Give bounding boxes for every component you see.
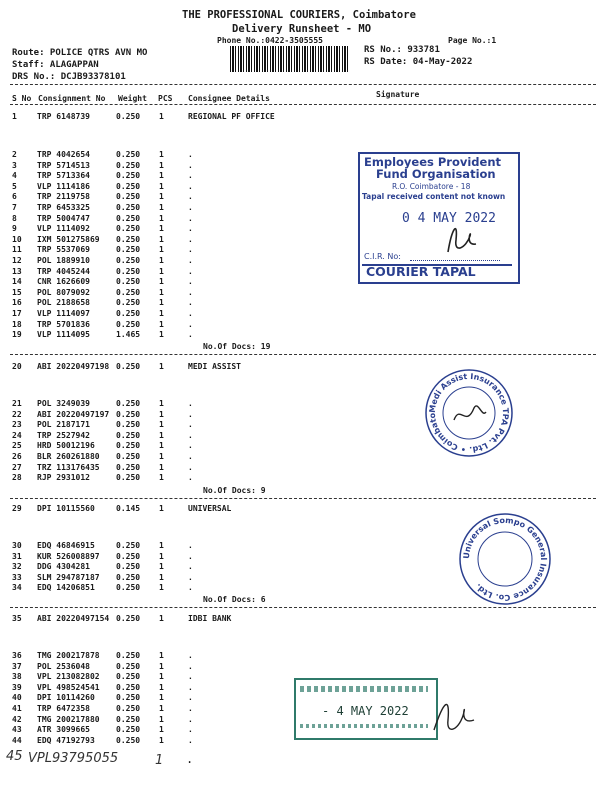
row-consignment: TRP 5714513 xyxy=(37,160,90,170)
row-pcs: 1 xyxy=(159,693,164,703)
row-consignee: . xyxy=(188,735,193,745)
row-sno: 4 xyxy=(12,171,17,181)
row-consignment: BLR 260261880 xyxy=(37,452,100,461)
row-sno: 28 xyxy=(12,473,22,483)
row-sno: 42 xyxy=(12,714,22,724)
row-consignee: . xyxy=(188,541,193,550)
epfo-date: 0 4 MAY 2022 xyxy=(402,211,496,226)
col-sno: S No xyxy=(12,94,32,103)
row-consignee: . xyxy=(188,462,193,472)
docs-count: No.Of Docs: 9 xyxy=(203,486,266,495)
row-consignee: . xyxy=(188,409,193,419)
drs-number: DRS No.: DCJB93378101 xyxy=(12,72,126,82)
row-weight: 0.250 xyxy=(116,551,141,561)
row-pcs: 1 xyxy=(159,224,164,234)
row-consignment: IXM 501275869 xyxy=(37,234,100,244)
row-sno: 15 xyxy=(12,287,22,297)
row-weight: 0.250 xyxy=(116,256,141,265)
row-sno: 31 xyxy=(12,551,22,561)
row-consignee: . xyxy=(188,266,193,276)
row-sno: 35 xyxy=(12,614,22,623)
row-consignee: REGIONAL PF OFFICE xyxy=(188,112,275,121)
row-weight: 0.250 xyxy=(116,171,141,181)
row-pcs: 1 xyxy=(159,266,164,276)
row-sno: 36 xyxy=(12,651,22,660)
row-consignment: TRP 5701836 xyxy=(37,319,90,329)
row-pcs: 1 xyxy=(159,462,164,472)
row-pcs: 1 xyxy=(159,551,164,561)
row-weight: 0.250 xyxy=(116,583,141,593)
row-weight: 0.250 xyxy=(116,234,141,244)
epfo-line4: Tapal received content not known xyxy=(362,192,506,201)
medi-ring-text: Medi Assist Insurance TPA Pvt. Ltd. • Coimbato xyxy=(427,372,511,455)
row-weight: 0.250 xyxy=(116,682,141,692)
row-consignment: KUR 526008897 xyxy=(37,551,100,561)
epfo-line2: Fund Organisation xyxy=(376,167,496,181)
row-consignee: . xyxy=(188,319,193,329)
row-sno: 23 xyxy=(12,420,22,430)
row-consignment: POL 3249039 xyxy=(37,399,90,408)
row-sno: 22 xyxy=(12,409,22,419)
row-pcs: 1 xyxy=(159,192,164,202)
row-pcs: 1 xyxy=(159,714,164,724)
route: Route: POLICE QTRS AVN MO xyxy=(12,48,148,58)
docs-count: No.Of Docs: 6 xyxy=(203,595,266,604)
idbi-date: - 4 MAY 2022 xyxy=(322,704,409,718)
row-weight: 0.250 xyxy=(116,693,141,703)
row-pcs: 1 xyxy=(159,661,164,671)
row-consignment: EDQ 46846915 xyxy=(37,541,95,550)
phone-number: Phone No.:0422-3505555 xyxy=(217,36,323,45)
col-weight: Weight xyxy=(118,94,147,103)
row-sno: 2 xyxy=(12,150,17,159)
row-consignment: RJP 2931012 xyxy=(37,473,90,483)
row-pcs: 1 xyxy=(159,420,164,430)
row-weight: 1.465 xyxy=(116,330,141,340)
row-consignment: VPL 213082802 xyxy=(37,672,100,682)
row-weight: 0.250 xyxy=(116,266,141,276)
row-weight: 0.250 xyxy=(116,224,141,234)
col-signature: Signature xyxy=(376,90,420,99)
row-weight: 0.250 xyxy=(116,150,141,159)
row-sno: 7 xyxy=(12,203,17,212)
row-consignment: VLP 1114092 xyxy=(37,224,90,234)
row-sno: 10 xyxy=(12,234,22,244)
company-name: THE PROFESSIONAL COURIERS, Coimbatore xyxy=(182,9,416,21)
row-weight: 0.250 xyxy=(116,430,141,440)
row-weight: 0.250 xyxy=(116,362,141,371)
row-pcs: 1 xyxy=(159,319,164,329)
row-consignee: . xyxy=(188,562,193,572)
row-consignee: . xyxy=(188,277,193,287)
row-pcs: 1 xyxy=(159,704,164,713)
row-pcs: 1 xyxy=(159,150,164,159)
row-consignee: . xyxy=(188,224,193,234)
row-consignment: ABI 20220497197 xyxy=(37,409,110,419)
handwritten-pcs: 1 xyxy=(155,753,164,768)
row-weight: 0.250 xyxy=(116,245,141,255)
row-consignment: CNR 1626609 xyxy=(37,277,90,287)
row-consignment: VPL 498524541 xyxy=(37,682,100,692)
row-consignment: DDG 4304281 xyxy=(37,562,90,572)
handwritten-consignment: VPL93795055 xyxy=(28,751,119,766)
epfo-footer: COURIER TAPAL xyxy=(366,264,476,279)
document-title: Delivery Runsheet - MO xyxy=(232,23,372,35)
row-consignee: . xyxy=(188,572,193,582)
row-consignment: TRP 5713364 xyxy=(37,171,90,181)
row-pcs: 1 xyxy=(159,541,164,550)
row-weight: 0.250 xyxy=(116,409,141,419)
row-consignment: VLP 1114186 xyxy=(37,181,90,191)
row-sno: 44 xyxy=(12,735,22,745)
row-consignment: TMG 200217878 xyxy=(37,651,100,660)
rs-number: RS No.: 933781 xyxy=(364,45,440,55)
row-consignee: . xyxy=(188,309,193,318)
row-sno: 11 xyxy=(12,245,22,255)
row-pcs: 1 xyxy=(159,682,164,692)
row-sno: 17 xyxy=(12,309,22,318)
page-number: Page No.:1 xyxy=(448,36,497,45)
col-consignee: Consignee Details xyxy=(188,94,270,103)
row-consignment: TRP 4045244 xyxy=(37,266,90,276)
row-weight: 0.250 xyxy=(116,160,141,170)
row-consignee: . xyxy=(188,399,193,408)
row-consignee: . xyxy=(188,213,193,223)
row-pcs: 1 xyxy=(159,452,164,461)
row-consignment: POL 2536048 xyxy=(37,661,90,671)
row-sno: 43 xyxy=(12,725,22,735)
row-consignee: . xyxy=(188,181,193,191)
epfo-stamp xyxy=(358,152,520,284)
divider xyxy=(10,104,596,105)
row-sno: 27 xyxy=(12,462,22,472)
row-weight: 0.250 xyxy=(116,298,141,308)
row-consignment: POL 2188658 xyxy=(37,298,90,308)
row-weight: 0.250 xyxy=(116,287,141,297)
row-weight: 0.250 xyxy=(116,672,141,682)
row-consignee: MEDI ASSIST xyxy=(188,362,241,371)
row-weight: 0.250 xyxy=(116,420,141,430)
row-consignment: POL 2187171 xyxy=(37,420,90,430)
row-sno: 16 xyxy=(12,298,22,308)
row-sno: 21 xyxy=(12,399,22,408)
barcode xyxy=(230,46,350,72)
row-sno: 9 xyxy=(12,224,17,234)
row-pcs: 1 xyxy=(159,409,164,419)
row-pcs: 1 xyxy=(159,256,164,265)
row-weight: 0.250 xyxy=(116,203,141,212)
col-pcs: PCS xyxy=(158,94,173,103)
svg-text:Universal Sompo General Insura xyxy=(462,516,548,602)
row-consignment: VLP 1114097 xyxy=(37,309,90,318)
row-consignment: POL 8079092 xyxy=(37,287,90,297)
row-sno: 33 xyxy=(12,572,22,582)
row-consignment: TRP 2527942 xyxy=(37,430,90,440)
row-sno: 20 xyxy=(12,362,22,371)
row-pcs: 1 xyxy=(159,287,164,297)
row-consignment: VLP 1114095 xyxy=(37,330,90,340)
row-pcs: 1 xyxy=(159,441,164,451)
row-weight: 0.145 xyxy=(116,504,141,513)
row-pcs: 1 xyxy=(159,651,164,660)
row-consignment: DPI 10115560 xyxy=(37,504,95,513)
row-weight: 0.250 xyxy=(116,714,141,724)
row-sno: 38 xyxy=(12,672,22,682)
row-sno: 8 xyxy=(12,213,17,223)
universal-ring-text: Universal Sompo General Insurance Co. Ltd. xyxy=(461,515,549,603)
signature-scribble xyxy=(430,690,480,742)
row-sno: 34 xyxy=(12,583,22,593)
row-consignee: . xyxy=(188,661,193,671)
row-weight: 0.250 xyxy=(116,399,141,408)
row-pcs: 1 xyxy=(159,330,164,340)
row-consignment: TRP 4042654 xyxy=(37,150,90,159)
row-sno: 14 xyxy=(12,277,22,287)
row-sno: 1 xyxy=(12,112,17,121)
idbi-stamp xyxy=(294,678,438,740)
row-weight: 0.250 xyxy=(116,725,141,735)
row-pcs: 1 xyxy=(159,562,164,572)
epfo-line3: R.O. Coimbatore - 18 xyxy=(392,182,471,191)
row-sno: 5 xyxy=(12,181,17,191)
row-pcs: 1 xyxy=(159,399,164,408)
row-consignee: . xyxy=(188,441,193,451)
row-weight: 0.250 xyxy=(116,462,141,472)
handwritten-sno: 45 xyxy=(6,749,23,764)
row-weight: 0.250 xyxy=(116,572,141,582)
row-pcs: 1 xyxy=(159,181,164,191)
epfo-cir: C.I.R. No: xyxy=(364,252,401,261)
row-weight: 0.250 xyxy=(116,735,141,745)
divider xyxy=(10,84,596,85)
row-consignee: . xyxy=(188,171,193,181)
epfo-line1: Employees Provident xyxy=(364,155,502,169)
row-consignee: . xyxy=(188,682,193,692)
row-weight: 0.250 xyxy=(116,661,141,671)
row-consignee: . xyxy=(188,551,193,561)
row-pcs: 1 xyxy=(159,298,164,308)
row-sno: 18 xyxy=(12,319,22,329)
row-weight: 0.250 xyxy=(116,192,141,202)
row-sno: 30 xyxy=(12,541,22,550)
row-consignment: TRP 6453325 xyxy=(37,203,90,212)
row-pcs: 1 xyxy=(159,614,164,623)
row-sno: 6 xyxy=(12,192,17,202)
row-pcs: 1 xyxy=(159,572,164,582)
row-consignee: IDBI BANK xyxy=(188,614,232,623)
row-sno: 29 xyxy=(12,504,22,513)
medi-assist-stamp xyxy=(424,368,514,458)
row-consignee: . xyxy=(188,160,193,170)
row-consignment: TRP 6148739 xyxy=(37,112,90,121)
row-consignee: . xyxy=(188,430,193,440)
row-consignment: TRP 6472358 xyxy=(37,704,90,713)
row-consignee: UNIVERSAL xyxy=(188,504,232,513)
row-consignment: ABI 20220497154 xyxy=(37,614,110,623)
row-pcs: 1 xyxy=(159,672,164,682)
row-weight: 0.250 xyxy=(116,452,141,461)
row-pcs: 1 xyxy=(159,430,164,440)
row-consignee: . xyxy=(188,725,193,735)
row-consignee: . xyxy=(188,452,193,461)
row-pcs: 1 xyxy=(159,473,164,483)
row-sno: 40 xyxy=(12,693,22,703)
row-consignee: . xyxy=(188,330,193,340)
divider xyxy=(10,607,596,608)
divider xyxy=(10,354,596,355)
row-sno: 12 xyxy=(12,256,22,265)
row-sno: 32 xyxy=(12,562,22,572)
row-consignee: . xyxy=(188,473,193,483)
row-weight: 0.250 xyxy=(116,614,141,623)
row-weight: 0.250 xyxy=(116,213,141,223)
row-pcs: 1 xyxy=(159,504,164,513)
row-pcs: 1 xyxy=(159,583,164,593)
divider xyxy=(10,498,596,499)
col-consignment: Consignment No xyxy=(38,94,106,103)
row-consignee: . xyxy=(188,298,193,308)
row-consignee: . xyxy=(188,693,193,703)
row-weight: 0.250 xyxy=(116,277,141,287)
row-consignee: . xyxy=(188,245,193,255)
row-consignee: . xyxy=(188,234,193,244)
row-pcs: 1 xyxy=(159,725,164,735)
row-sno: 13 xyxy=(12,266,22,276)
row-consignment: TRP 5004747 xyxy=(37,213,90,223)
row-consignee: . xyxy=(188,256,193,265)
row-pcs: 1 xyxy=(159,112,164,121)
row-consignment: TRP 5537069 xyxy=(37,245,90,255)
row-weight: 0.250 xyxy=(116,319,141,329)
row-consignment: DPI 10114260 xyxy=(37,693,95,703)
row-consignee: . xyxy=(188,714,193,724)
row-pcs: 1 xyxy=(159,362,164,371)
row-pcs: 1 xyxy=(159,213,164,223)
row-weight: 0.250 xyxy=(116,473,141,483)
row-weight: 0.250 xyxy=(116,309,141,318)
row-consignee: . xyxy=(188,287,193,297)
row-pcs: 1 xyxy=(159,171,164,181)
row-consignment: TMG 200217880 xyxy=(37,714,100,724)
row-consignment: HRD 50012196 xyxy=(37,441,95,451)
row-weight: 0.250 xyxy=(116,181,141,191)
universal-sompo-stamp xyxy=(458,512,552,606)
row-weight: 0.250 xyxy=(116,541,141,550)
row-consignment: TRP 2119758 xyxy=(37,192,90,202)
row-consignee: . xyxy=(188,420,193,430)
row-consignee: . xyxy=(188,583,193,593)
row-sno: 37 xyxy=(12,661,22,671)
staff: Staff: ALAGAPPAN xyxy=(12,60,99,70)
row-consignment: TRZ 113176435 xyxy=(37,462,100,472)
docs-count: No.Of Docs: 19 xyxy=(203,342,271,351)
row-consignee: . xyxy=(188,704,193,713)
row-pcs: 1 xyxy=(159,203,164,212)
row-consignee: . xyxy=(188,651,193,660)
row-consignment: EDQ 14206851 xyxy=(37,583,95,593)
rs-date: RS Date: 04-May-2022 xyxy=(364,57,473,67)
row-consignment: ABI 20220497198 xyxy=(37,362,110,371)
row-consignee: . xyxy=(188,192,193,202)
row-pcs: 1 xyxy=(159,309,164,318)
row-pcs: 1 xyxy=(159,160,164,170)
row-sno: 3 xyxy=(12,160,17,170)
row-pcs: 1 xyxy=(159,234,164,244)
row-weight: 0.250 xyxy=(116,704,141,713)
row-consignment: EDQ 47192793 xyxy=(37,735,95,745)
row-sno: 19 xyxy=(12,330,22,340)
row-weight: 0.250 xyxy=(116,441,141,451)
row-consignee: . xyxy=(188,672,193,682)
row-consignee: . xyxy=(188,150,193,159)
row-sno: 24 xyxy=(12,430,22,440)
row-consignee: . xyxy=(188,203,193,212)
row-weight: 0.250 xyxy=(116,112,141,121)
row-weight: 0.250 xyxy=(116,651,141,660)
row-sno: 26 xyxy=(12,452,22,461)
row-consignment: ATR 3099665 xyxy=(37,725,90,735)
row-sno: 41 xyxy=(12,704,22,713)
row-weight: 0.250 xyxy=(116,562,141,572)
row-consignment: SLM 294787187 xyxy=(37,572,100,582)
row-consignment: POL 1889910 xyxy=(37,256,90,265)
runsheet-page: THE PROFESSIONAL COURIERS, Coimbatore Delivery Runsheet - MO Phone No.:0422-3505555 Page No.:1 Route: POLICE QTRS AVN MO Staff: ALAGAPPAN DRS No.: DCJB93378101 RS No.: 933781 RS Date: 04-May-2022 S No Consignment No Weight PCS Consignee Details Signature 1 TRP 6148739 0.250 1 REGIONAL PF OFFICE 2 TRP 4042654 0.250 1 . 3 TRP 5714513 0.250 1 . 4 TRP 5713364 0.250 1 . 5 VLP 1114186 0.250 1 . 6 TRP 2119758 0.250 1 . 7 TRP 6453325 0.250 1 . 8 TRP 5004747 0.250 1 . 9 VLP 1114092 0.250 1 . 10 IXM 501275869 0.250 1 . 11 TRP 5537069 0.250 1 . 12 POL 1889910 0.250 1 . 13 TRP 4045244 0.250 1 . 14 CNR 1626609 0.250 1 . 15 POL 8079092 0.250 1 . 16 POL 2188658 0.250 1 . 17 VLP 1114097 0.250 1 . 18 TRP 5701836 0.250 1 . 19 VLP 1114095 1.465 1 . No.Of Docs: 19 20 ABI 20220497198 0.250 1 MEDI ASSIST 21 POL 3249039 0.250 1 . 22 ABI 20220497197 0.250 1 . 23 POL 2187171 0.250 1 . 24 TRP 2527942 0.250 1 . 25 HRD 50012196 0.250 1 . 26 BLR 260261880 0.250 1 . 27 TRZ 113176435 0.250 1 . 28 RJP 2931012 0.250 1 . No.Of Docs: 9 29 DPI 10115560 0.145 1 UNIVERSAL 30 EDQ 46846915 0.250 1 . 31 KUR 526008897 0.250 1 . 32 DDG 4304281 0.250 1 . 33 SLM 294787187 0.250 1 . 34 EDQ 14206851 0.250 1 . No.Of Docs: 6 35 ABI 20220497154 0.250 1 IDBI BANK 36 TMG 200217878 0.250 1 . 37 POL 2536048 0.250 1 . 38 VPL 213082802 0.250 1 . 39 VPL 498524541 0.250 1 . 40 DPI 10114260 0.250 1 . 41 TRP 6472358 0.250 1 . 42 TMG 200217880 0.250 1 . 43 ATR 3099665 0.250 1 . 44 EDQ 47192793 0.250 1 . 45 VPL93795055 1 . Employees Provident Fund Organisation R.O. Coimbatore - 18 Tapal received content not known 0 4 MAY 2022 C.I.R. No: COURIER TAPAL Medi Assist Insurance TPA Pvt. Ltd. • Coimbato Universal Sompo General Insurance Co. Ltd. - 4 MAY 2022 xyxy=(0,0,600,800)
row-pcs: 1 xyxy=(159,735,164,745)
row-pcs: 1 xyxy=(159,277,164,287)
row-sno: 25 xyxy=(12,441,22,451)
row-sno: 39 xyxy=(12,682,22,692)
signature-scribble xyxy=(442,218,482,258)
row-pcs: 1 xyxy=(159,245,164,255)
